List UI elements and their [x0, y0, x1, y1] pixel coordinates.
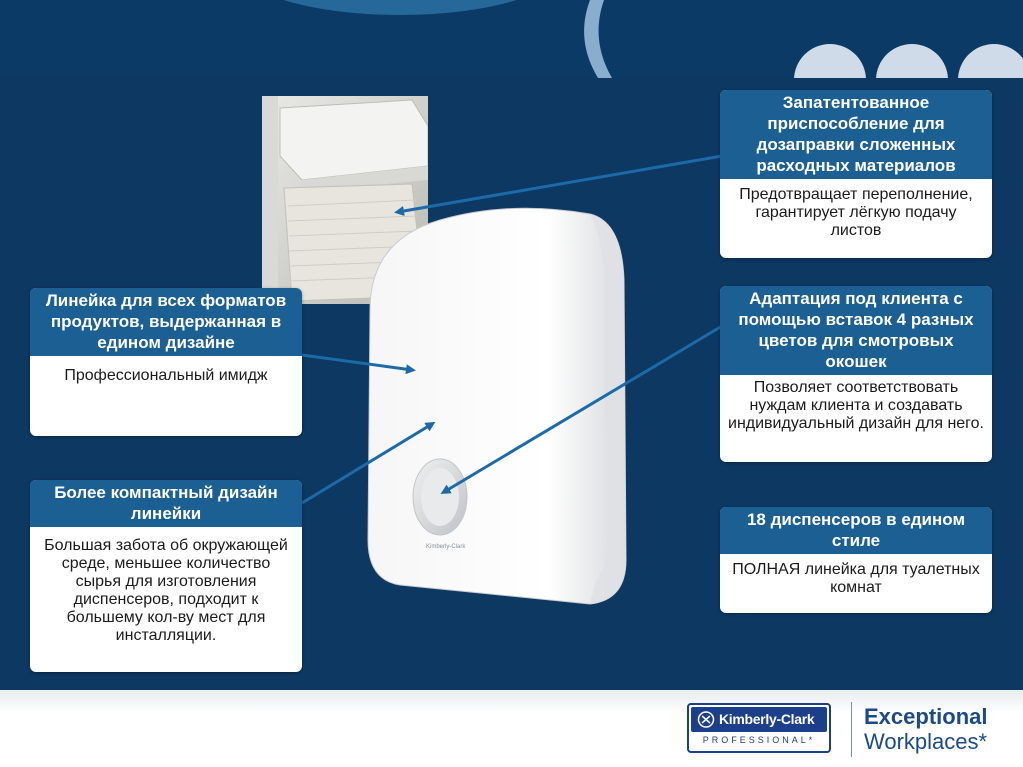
arrow-icon: [302, 424, 432, 503]
kimberly-clark-logo-icon: [697, 711, 715, 728]
arrow-icon: [444, 326, 722, 492]
kimberly-clark-professional-logo: [687, 703, 831, 753]
callout-line-all-formats: [30, 288, 302, 436]
arrow-icon: [302, 355, 412, 370]
callout-body: ПОЛНАЯ линейка для туалетных комнат: [732, 561, 980, 596]
callout-body: Предотвращает переполнение, гарантирует лёгкую подачу листов: [739, 186, 973, 239]
tagline-exceptional: Exceptional: [864, 704, 988, 729]
callout-patented-refill: [720, 90, 992, 258]
callout-18-dispensers: [720, 507, 992, 613]
tagline-workplaces: Workplaces*: [864, 729, 988, 754]
callout-customization: [720, 286, 992, 462]
arrow-icon: [398, 156, 722, 212]
callout-title: Адаптация под клиента с помощью вставок 4 разных цветов для смотровых окошек: [720, 286, 992, 377]
callout-title: 18 диспенсеров в едином стиле: [720, 507, 992, 556]
footer-divider: [851, 702, 852, 757]
kc-logo-name: Kimberly-Clark: [719, 711, 815, 727]
callout-title: Линейка для всех форматов продуктов, выдержанная в едином дизайне: [30, 288, 302, 358]
kc-logo-subtitle: PROFESSIONAL*: [702, 735, 816, 745]
callout-body: Большая забота об окружающей среде, меньшее количество сырья для изготовления диспенсеров, подходит к большему кол-ву мест для инсталляции.: [44, 537, 288, 644]
callout-title: Запатентованное приспособление для дозаправки сложенных расходных материалов: [720, 90, 992, 181]
callout-title: Более компактный дизайн линейки: [30, 480, 302, 529]
dispenser-brand-label: Kimberly-Clark: [426, 544, 466, 550]
callout-compact-design: [30, 480, 302, 672]
callout-body: Позволяет соответствовать нуждам клиента и создавать индивидуальный дизайн для него.: [728, 379, 984, 432]
callout-body: Профессиональный имидж: [64, 367, 268, 384]
